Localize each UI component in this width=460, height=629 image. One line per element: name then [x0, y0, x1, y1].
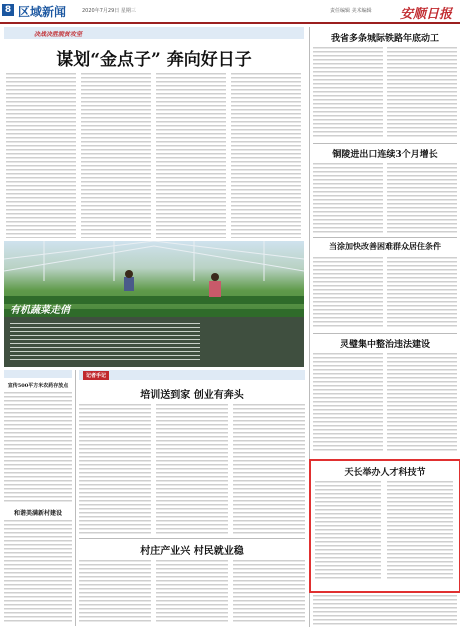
right-headline-5: 天长举办人才科技节 [344, 468, 426, 478]
left-title-1: 宣传500平方米农药存放点 [7, 383, 69, 389]
middle-text-1c [233, 404, 305, 534]
middle-headline-1: 培训送到家 创业有奔头 [140, 390, 244, 401]
middle-bottom [79, 370, 305, 626]
right-headline-2: 铜陵进出口连续3个月增长 [332, 150, 438, 160]
divider-3 [313, 333, 457, 334]
right-headline-4: 灵璧集中整治违法建设 [339, 340, 430, 350]
top-story [4, 27, 304, 367]
middle-band-tag: 记者手记 [83, 371, 109, 380]
top-story-headline: 谋划“金点子” 奔向好日子 [56, 50, 252, 70]
right-text-3 [313, 257, 383, 329]
photo-caption-band [4, 305, 304, 367]
middle-divider [79, 538, 305, 539]
middle-text-1a [79, 404, 151, 534]
issue-date: 2020年7月29日 星期三 [82, 8, 136, 14]
middle-band [79, 370, 305, 380]
right-column [313, 27, 457, 627]
kicker-band [4, 27, 304, 39]
right-headline-3: 当涂加快改善困难群众居住条件 [329, 241, 441, 251]
section-title: 区域新闻 [18, 5, 67, 19]
left-text-2 [4, 520, 72, 624]
editor-info: 责任编辑 美术编辑 [330, 8, 372, 14]
highlighted-article[interactable] [309, 459, 460, 593]
right-text-4 [313, 353, 383, 453]
page-header [0, 0, 460, 24]
divider-1 [313, 143, 457, 144]
story-kicker: 决战决胜脱贫攻坚 [34, 31, 83, 38]
right-text-4b [387, 353, 457, 453]
page-number: 8 [2, 4, 14, 16]
right-text-5 [315, 481, 381, 581]
middle-text-2b [156, 560, 228, 624]
photo-caption-text [10, 323, 200, 361]
right-text-1b [387, 47, 457, 139]
right-text-5b [387, 481, 453, 581]
left-kicker [4, 370, 72, 378]
right-text-2 [313, 163, 383, 233]
left-narrow-column [4, 370, 72, 626]
story-text-col4 [231, 73, 301, 238]
right-text-3b [387, 257, 457, 329]
right-text-1 [313, 47, 383, 139]
story-text-col1 [6, 73, 76, 238]
right-text-6 [313, 595, 457, 625]
middle-text-1b [156, 404, 228, 534]
middle-headline-2: 村庄产业兴 村民就业稳 [140, 546, 244, 557]
middle-text-2a [79, 560, 151, 624]
left-divider [75, 370, 76, 626]
right-text-2b [387, 163, 457, 233]
left-title-2: 和谐美满新村建设 [13, 510, 62, 517]
photo-caption-title: 有机蔬菜走俏 [10, 305, 70, 316]
middle-text-2c [233, 560, 305, 624]
left-text-1 [4, 392, 72, 502]
divider-2 [313, 237, 457, 238]
newspaper-logo: 安顺日报 [400, 7, 453, 22]
story-text-col2 [81, 73, 151, 238]
right-headline-1: 我省多条城际铁路年底动工 [330, 34, 439, 44]
story-text-col3 [156, 73, 226, 238]
